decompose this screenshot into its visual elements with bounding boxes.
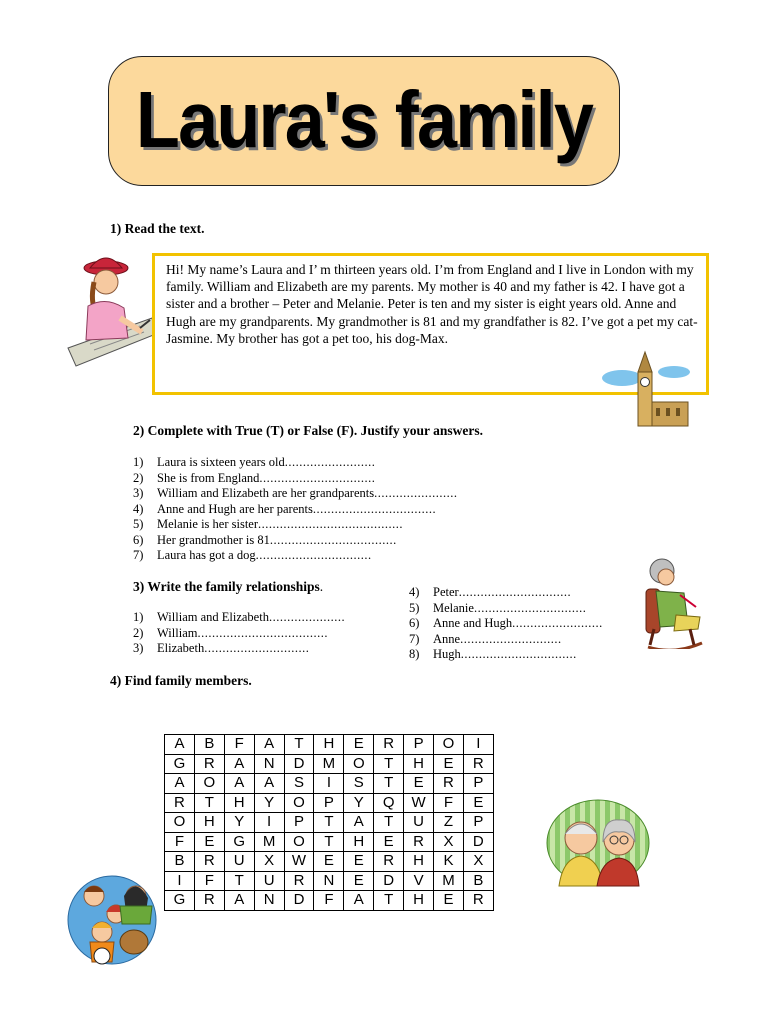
- grid-row: [165, 813, 494, 833]
- grid-cell[interactable]: H: [224, 793, 254, 813]
- grid-cell[interactable]: O: [344, 754, 374, 774]
- relationships-list-right: [409, 585, 603, 663]
- grid-cell[interactable]: I: [314, 774, 344, 794]
- grid-cell[interactable]: T: [374, 774, 404, 794]
- grid-cell[interactable]: Y: [254, 793, 284, 813]
- grid-cell[interactable]: E: [344, 852, 374, 872]
- grid-cell[interactable]: D: [463, 832, 493, 852]
- grid-cell[interactable]: A: [254, 774, 284, 794]
- grid-row: [165, 832, 494, 852]
- relationships-list-left: [133, 610, 345, 657]
- grid-cell[interactable]: R: [194, 754, 224, 774]
- grid-cell[interactable]: E: [434, 891, 464, 911]
- grid-cell[interactable]: A: [224, 754, 254, 774]
- grid-row: [165, 891, 494, 911]
- grid-cell[interactable]: P: [463, 774, 493, 794]
- grid-cell[interactable]: Y: [344, 793, 374, 813]
- grid-cell[interactable]: S: [344, 774, 374, 794]
- grid-cell[interactable]: W: [404, 793, 434, 813]
- grid-cell[interactable]: F: [224, 735, 254, 755]
- grid-cell[interactable]: R: [284, 871, 314, 891]
- grid-cell[interactable]: A: [165, 774, 195, 794]
- grid-cell[interactable]: A: [224, 891, 254, 911]
- grid-cell[interactable]: V: [404, 871, 434, 891]
- grid-cell[interactable]: M: [314, 754, 344, 774]
- page-title: Laura's family: [135, 75, 593, 164]
- grid-cell[interactable]: Q: [374, 793, 404, 813]
- grid-cell[interactable]: N: [254, 891, 284, 911]
- grid-cell[interactable]: O: [284, 832, 314, 852]
- grid-cell[interactable]: D: [374, 871, 404, 891]
- grid-cell[interactable]: E: [434, 754, 464, 774]
- grid-cell[interactable]: U: [404, 813, 434, 833]
- grid-cell[interactable]: T: [374, 891, 404, 911]
- reading-text: Hi! My name’s Laura and I’ m thirteen years old. I’m from England and I live in London with my family. William and Elizabeth are my parents. My mother is 40 and my father is 42. I have got a sister and a brother – Peter and Melanie. Peter is ten and my sister is eight years old. Anne and Hugh are my grandparents. My grandmother is 81 and my grandfather is 82. I’ve got a pet my cat- Jasmine. My brother has got a pet too, his dog-Max.: [166, 262, 698, 346]
- list-item: 3) Elizabeth.............................: [133, 641, 310, 655]
- grid-cell[interactable]: N: [314, 871, 344, 891]
- list-item: 3) William and Elizabeth are her grandparents.......................: [133, 486, 458, 500]
- grandparents-icon: [545, 798, 651, 888]
- grid-cell[interactable]: E: [194, 832, 224, 852]
- grid-cell[interactable]: P: [314, 793, 344, 813]
- grid-cell[interactable]: N: [254, 754, 284, 774]
- grid-cell[interactable]: H: [404, 754, 434, 774]
- grid-cell[interactable]: T: [224, 871, 254, 891]
- grid-cell[interactable]: O: [194, 774, 224, 794]
- list-item: 5) Melanie...............................: [409, 600, 587, 615]
- grid-cell[interactable]: A: [344, 891, 374, 911]
- grid-cell[interactable]: I: [254, 813, 284, 833]
- list-item: 1) Laura is sixteen years old.........................: [133, 455, 376, 469]
- section4-heading: 4) Find family members.: [110, 673, 252, 688]
- grid-cell[interactable]: R: [165, 793, 195, 813]
- grid-cell[interactable]: X: [463, 852, 493, 872]
- grid-cell[interactable]: O: [165, 813, 195, 833]
- section2-heading: 2) Complete with True (T) or False (F). Justify your answers.: [133, 423, 483, 438]
- grid-row: [165, 852, 494, 872]
- grid-row: [165, 754, 494, 774]
- list-item: 6) Her grandmother is 81...................................: [133, 532, 397, 547]
- grid-cell[interactable]: U: [254, 871, 284, 891]
- grid-cell[interactable]: U: [224, 852, 254, 872]
- grid-cell[interactable]: W: [284, 852, 314, 872]
- grid-cell[interactable]: R: [374, 852, 404, 872]
- grid-cell[interactable]: D: [284, 891, 314, 911]
- grid-cell[interactable]: I: [165, 871, 195, 891]
- grid-cell[interactable]: T: [314, 813, 344, 833]
- grid-cell[interactable]: A: [165, 735, 195, 755]
- big-ben-icon: [600, 350, 692, 428]
- list-item: 7) Anne............................: [409, 631, 562, 646]
- grid-cell[interactable]: T: [374, 754, 404, 774]
- grid-cell[interactable]: E: [344, 735, 374, 755]
- true-false-list: [133, 455, 457, 564]
- grid-cell[interactable]: X: [254, 852, 284, 872]
- grid-cell[interactable]: R: [374, 735, 404, 755]
- grid-cell[interactable]: H: [404, 891, 434, 911]
- grid-cell[interactable]: F: [194, 871, 224, 891]
- grid-cell[interactable]: H: [404, 852, 434, 872]
- grid-cell[interactable]: K: [434, 852, 464, 872]
- grid-row: [165, 735, 494, 755]
- grid-cell[interactable]: Y: [224, 813, 254, 833]
- grid-cell[interactable]: B: [463, 871, 493, 891]
- grid-row: [165, 774, 494, 794]
- list-item: 1) William and Elizabeth.....................: [133, 610, 346, 624]
- grid-cell[interactable]: O: [284, 793, 314, 813]
- grid-cell[interactable]: H: [314, 735, 344, 755]
- grid-row: [165, 793, 494, 813]
- grid-cell[interactable]: R: [434, 774, 464, 794]
- grid-cell[interactable]: G: [224, 832, 254, 852]
- grid-cell[interactable]: A: [224, 774, 254, 794]
- grid-cell[interactable]: E: [314, 852, 344, 872]
- grid-cell[interactable]: H: [344, 832, 374, 852]
- grid-cell[interactable]: X: [434, 832, 464, 852]
- grid-cell[interactable]: G: [165, 891, 195, 911]
- grid-cell[interactable]: E: [374, 832, 404, 852]
- grid-cell[interactable]: R: [194, 891, 224, 911]
- girl-writing-icon: [60, 248, 156, 368]
- grid-cell[interactable]: M: [254, 832, 284, 852]
- grid-cell[interactable]: P: [404, 735, 434, 755]
- section3-heading: 3) Write the family relationships.: [133, 579, 324, 594]
- grid-cell[interactable]: Z: [434, 813, 464, 833]
- grid-cell[interactable]: R: [404, 832, 434, 852]
- grid-cell[interactable]: F: [165, 832, 195, 852]
- grid-cell[interactable]: E: [344, 871, 374, 891]
- grid-cell[interactable]: O: [434, 735, 464, 755]
- grid-cell[interactable]: B: [194, 735, 224, 755]
- grandmother-rocking-chair-icon: [640, 555, 706, 649]
- list-item: 2) William....................................: [133, 625, 328, 640]
- grid-cell[interactable]: T: [374, 813, 404, 833]
- list-item: 8) Hugh................................: [409, 647, 577, 661]
- list-item: 6) Anne and Hugh.........................: [409, 616, 603, 630]
- grid-cell[interactable]: E: [404, 774, 434, 794]
- grid-cell[interactable]: T: [314, 832, 344, 852]
- grid-cell[interactable]: M: [434, 871, 464, 891]
- grid-cell[interactable]: R: [463, 891, 493, 911]
- grid-cell[interactable]: P: [463, 813, 493, 833]
- grid-cell[interactable]: H: [194, 813, 224, 833]
- grid-cell[interactable]: A: [344, 813, 374, 833]
- grid-cell[interactable]: R: [194, 852, 224, 872]
- grid-cell[interactable]: D: [284, 754, 314, 774]
- grid-cell[interactable]: T: [194, 793, 224, 813]
- grid-cell[interactable]: A: [254, 735, 284, 755]
- grid-cell[interactable]: F: [434, 793, 464, 813]
- list-item: 2) She is from England................................: [133, 470, 376, 485]
- grid-cell[interactable]: B: [165, 852, 195, 872]
- grid-cell[interactable]: E: [463, 793, 493, 813]
- grid-cell[interactable]: I: [463, 735, 493, 755]
- list-item: 4) Anne and Hugh are her parents..................................: [133, 501, 437, 516]
- list-item: 5) Melanie is her sister........................................: [133, 517, 404, 531]
- grid-cell[interactable]: G: [165, 754, 195, 774]
- list-item: 4) Peter...............................: [409, 585, 572, 599]
- family-group-icon: [66, 872, 158, 968]
- grid-cell[interactable]: T: [284, 735, 314, 755]
- grid-cell[interactable]: S: [284, 774, 314, 794]
- word-search-grid: [164, 734, 494, 911]
- grid-cell[interactable]: P: [284, 813, 314, 833]
- grid-cell[interactable]: R: [463, 754, 493, 774]
- grid-row: [165, 871, 494, 891]
- grid-cell[interactable]: F: [314, 891, 344, 911]
- section1-heading: 1) Read the text.: [110, 221, 205, 236]
- list-item: 7) Laura has got a dog................................: [133, 548, 372, 562]
